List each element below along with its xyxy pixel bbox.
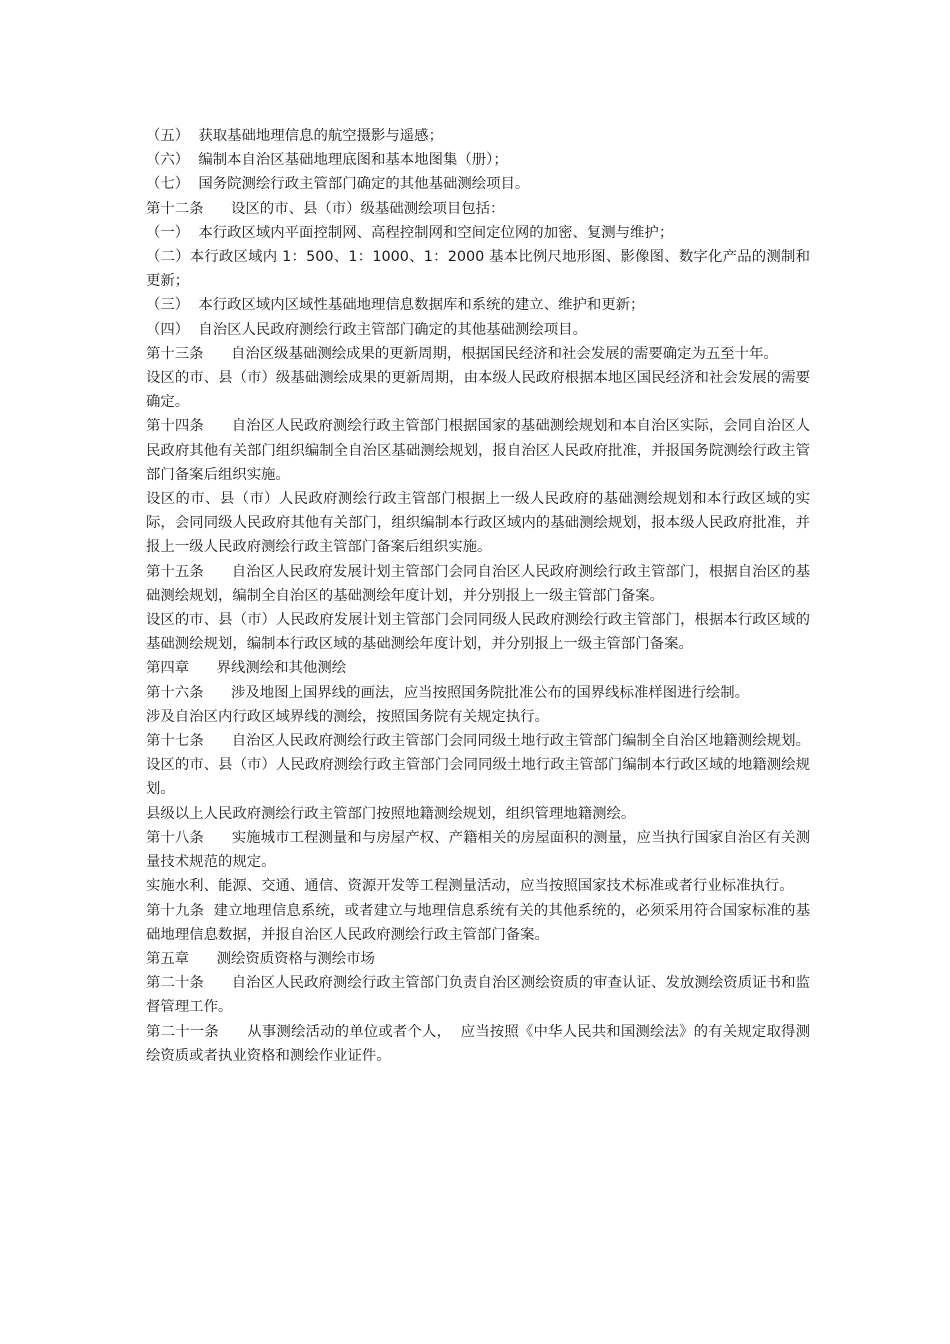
article-paragraph: 第十五条 自治区人民政府发展计划主管部门会同自治区人民政府测绘行政主管部门，根据自治区的基础测绘规划，编制全自治区的基础测绘年度计划，并分别报上一级主管部门备案。	[146, 563, 810, 604]
paragraph: 设区的市、县（市）人民政府发展计划主管部门会同同级人民政府测绘行政主管部门，根据本行政区域的基础测绘规划，编制本行政区域的基础测绘年度计划，并分别报上一级主管部门备案。	[146, 612, 810, 653]
article-heading: 第十二条 设区的市、县（市）级基础测绘项目包括：	[146, 200, 505, 217]
article-paragraph: 第十八条 实施城市工程测量和与房屋产权、产籍相关的房屋面积的测量，应当执行国家自治区有关测量技术规范的规定。	[146, 829, 810, 871]
paragraph: 实施水利、能源、交通、通信、资源开发等工程测量活动，应当按照国家技术标准或者行业标准执行。	[146, 878, 794, 895]
paragraph: （三） 本行政区域内区域性基础地理信息数据库和系统的建立、维护和更新；	[146, 297, 645, 314]
article-paragraph: 第二十一条 从事测绘活动的单位或者个人， 应当按照《中华人民共和国测绘法》的有关规定取得测绘资质或者执业资格和测绘作业证件。	[146, 1023, 810, 1064]
article-paragraph: 第二十条 自治区人民政府测绘行政主管部门负责自治区测绘资质的审查认证、发放测绘资质证书和监督管理工作。	[146, 975, 810, 1016]
chapter-heading: 第四章 界线测绘和其他测绘	[146, 660, 347, 677]
paragraph: 县级以上人民政府测绘行政主管部门按照地籍测绘规划，组织管理地籍测绘。	[146, 805, 636, 822]
article-paragraph: 第十六条 涉及地图上国界线的画法，应当按照国务院批准公布的国界线标准样图进行绘制。	[146, 684, 750, 701]
paragraph: （一） 本行政区域内平面控制网、高程控制网和空间定位网的加密、复测与维护；	[146, 224, 674, 241]
paragraph: 设区的市、县（市）级基础测绘成果的更新周期，由本级人民政府根据本地区国民经济和社会发展的需要确定。	[146, 370, 810, 411]
document-page	[146, 124, 810, 1068]
article-paragraph: 第十九条 建立地理信息系统，或者建立与地理信息系统有关的其他系统的，必须采用符合国家标准的基础地理信息数据，并报自治区人民政府测绘行政主管部门备案。	[146, 902, 810, 943]
paragraph: 设区的市、县（市）人民政府测绘行政主管部门根据上一级人民政府的基础测绘规划和本行政区域的实际，会同同级人民政府其他有关部门，组织编制本行政区域内的基础测绘规划，报本级人民政府批准，并报上一级人民政府测绘行政主管部门备案后组织实施。	[146, 491, 810, 556]
paragraph: 涉及自治区内行政区域界线的测绘，按照国务院有关规定执行。	[146, 708, 549, 725]
paragraph: （六） 编制本自治区基础地理底图和基本地图集（册）；	[146, 152, 508, 169]
chapter-heading: 第五章 测绘资质资格与测绘市场	[146, 950, 375, 967]
article-paragraph: 第十三条 自治区级基础测绘成果的更新周期，根据国民经济和社会发展的需要确定为五至十年。	[146, 345, 778, 362]
article-paragraph: 第十七条 自治区人民政府测绘行政主管部门会同同级土地行政主管部门编制全自治区地籍测绘规划。设区的市、县（市）人民政府测绘行政主管部门会同同级土地行政主管部门编制本行政区域的地籍测绘规划。	[146, 733, 810, 798]
paragraph: （五） 获取基础地理信息的航空摄影与遥感；	[146, 128, 443, 144]
paragraph: （二）本行政区域内 1：500、1：1000、1：2000 基本比例尺地形图、影像图、数字化产品的测制和更新；	[146, 249, 810, 290]
paragraph: （四） 自治区人民政府测绘行政主管部门确定的其他基础测绘项目。	[146, 321, 587, 338]
paragraph: （七） 国务院测绘行政主管部门确定的其他基础测绘项目。	[146, 176, 530, 193]
article-paragraph: 第十四条 自治区人民政府测绘行政主管部门根据国家的基础测绘规划和本自治区实际，会同自治区人民政府其他有关部门组织编制全自治区基础测绘规划，报自治区人民政府批准，并报国务院测绘行政主管部门备案后组织实施。	[146, 418, 810, 483]
